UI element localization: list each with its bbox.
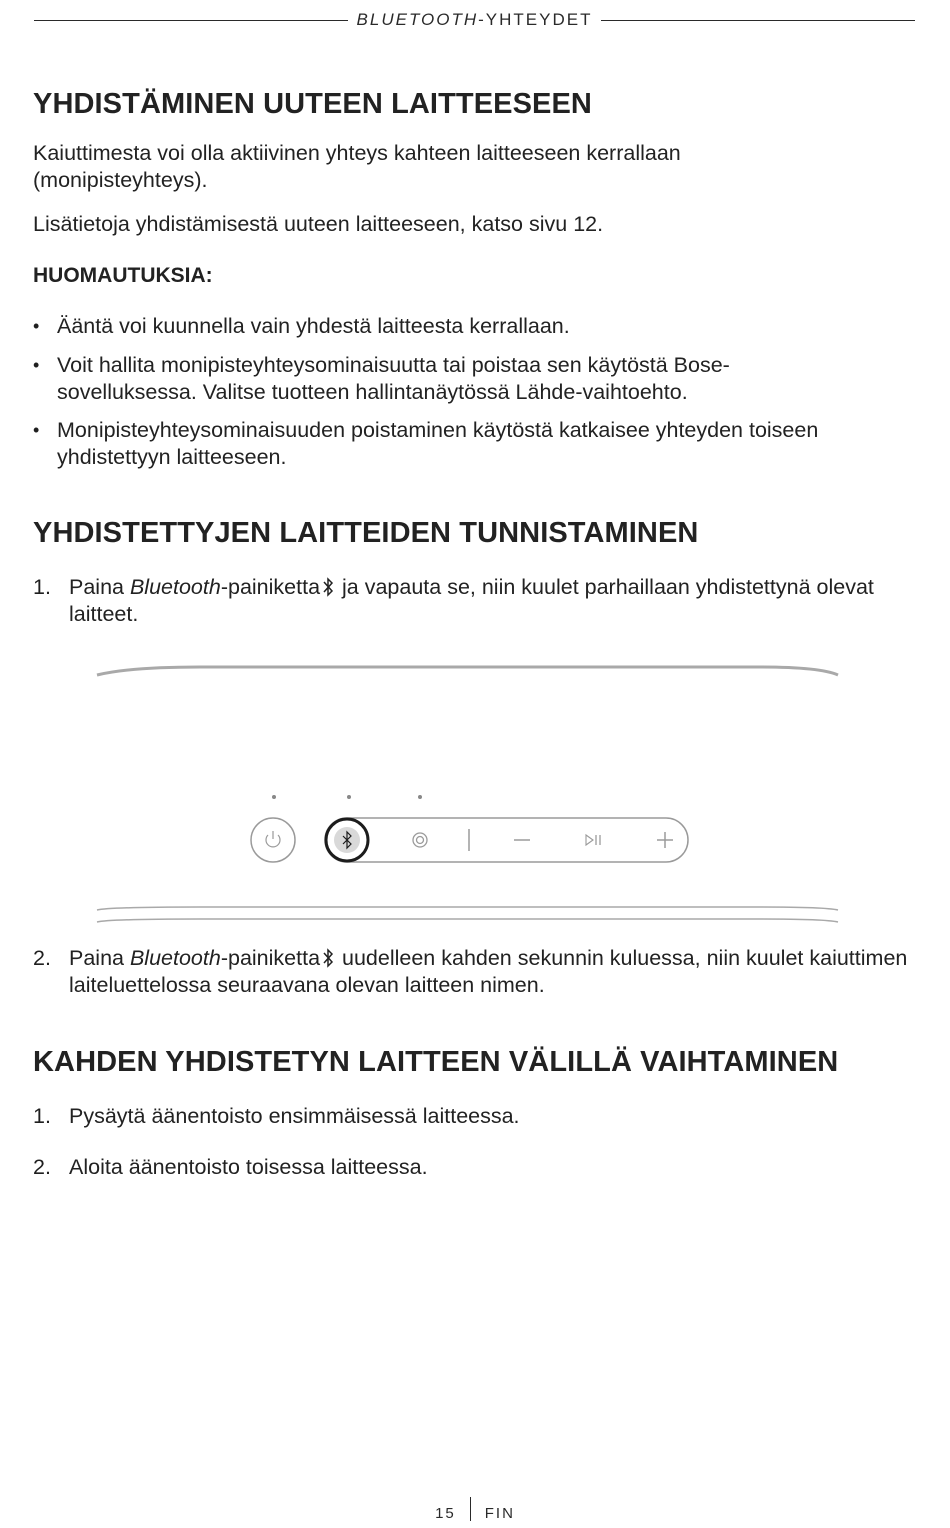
step-text-italic: Bluetooth [129, 575, 221, 599]
power-icon [251, 818, 295, 862]
speaker-control-panel-illustration [0, 650, 950, 940]
footer-divider [470, 1497, 471, 1521]
header-rule-left [34, 20, 348, 21]
header-title-rest: -YHTEYDET [478, 10, 593, 29]
step-text-mid: -painiketta [220, 575, 321, 599]
led-indicator-source [418, 795, 422, 799]
led-indicator-power [272, 795, 276, 799]
step-text: Pysäytä äänentoisto ensimmäisessä laitteessa. [69, 1104, 520, 1128]
speaker-bottom-edge [97, 907, 838, 910]
step-number: 2. [33, 1155, 51, 1179]
speaker-top-edge [97, 667, 838, 675]
step-text-italic: Bluetooth [129, 946, 221, 970]
bullet-dot: • [33, 420, 40, 440]
step-text-pre: Paina [69, 575, 130, 599]
step-number: 1. [33, 1104, 51, 1128]
bluetooth-icon [322, 577, 334, 597]
paragraph: Kaiuttimesta voi olla aktiivinen yhteys kahteen laitteeseen kerrallaan (monipisteyhteys). [33, 141, 681, 192]
notes-heading: HUOMAUTUKSIA: [33, 264, 213, 287]
led-indicator-bluetooth [347, 795, 351, 799]
section-heading: KAHDEN YHDISTETYN LAITTEEN VÄLILLÄ VAIHTAMINEN [33, 1046, 839, 1078]
paragraph: Lisätietoja yhdistämisestä uuteen laitteeseen, katso sivu 12. [33, 212, 604, 236]
bluetooth-icon [322, 948, 334, 968]
button-bar [325, 818, 688, 862]
list-item-text: Voit hallita monipisteyhteysominaisuutta tai poistaa sen käytöstä Bose-sovelluksessa. Valitse tuotteen hallintanäytössä Lähde-vaihtoehto. [57, 353, 730, 404]
language-code: FIN [484, 1504, 515, 1522]
section-heading: YHDISTÄMINEN UUTEEN LAITTEESEEN [33, 88, 592, 120]
bluetooth-icon [326, 819, 368, 861]
header-rule-right [601, 20, 915, 21]
bullet-dot: • [33, 316, 40, 336]
step-number: 1. [33, 575, 51, 599]
running-header [34, 6, 915, 34]
bullet-dot: • [33, 355, 40, 375]
page-number: 15 [435, 1504, 456, 1522]
list-item-text: Ääntä voi kuunnella vain yhdestä laitteesta kerrallaan. [57, 314, 570, 338]
step-text: Aloita äänentoisto toisessa laitteessa. [69, 1155, 428, 1179]
header-title-italic: BLUETOOTH [356, 10, 479, 29]
section-heading: YHDISTETTYJEN LAITTEIDEN TUNNISTAMINEN [33, 517, 699, 549]
step-text [69, 574, 914, 628]
step-text-mid: -painiketta [220, 946, 321, 970]
speaker-bottom-edge [97, 919, 838, 922]
step-text-post: ja vapauta se, niin kuulet parhaillaan yhdistettynä olevat laitteet. [69, 575, 874, 626]
step-number: 2. [33, 946, 51, 970]
list-item-text: Monipisteyhteysominaisuuden poistaminen käytöstä katkaisee yhteyden toiseen yhdistettyyn laitteeseen. [57, 418, 819, 469]
step-text-post: uudelleen kahden sekunnin kuluessa, niin kuulet kaiuttimen laiteluettelossa seuraavana olevan laitteen nimen. [69, 946, 908, 997]
page-footer [0, 1498, 950, 1528]
header-title [348, 10, 602, 30]
step-text-pre: Paina [69, 946, 130, 970]
step-text [69, 945, 914, 999]
